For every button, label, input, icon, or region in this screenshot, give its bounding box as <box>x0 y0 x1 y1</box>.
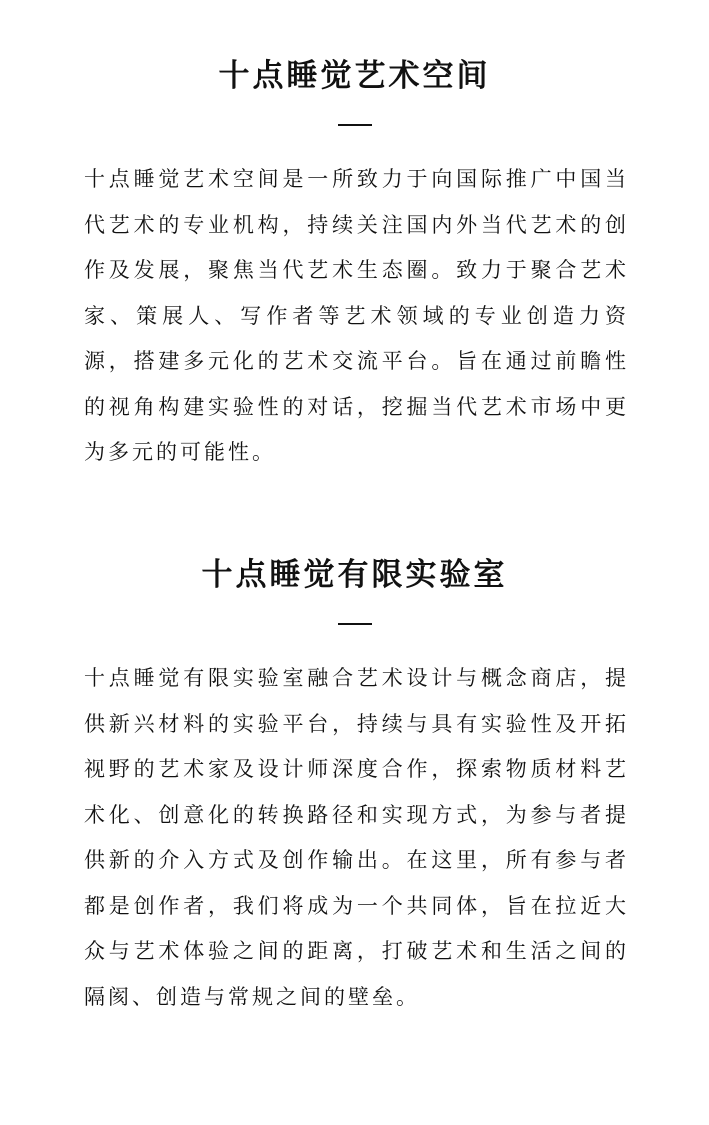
title-divider <box>338 623 372 625</box>
section-title: 十点睡觉有限实验室 <box>201 557 508 593</box>
title-divider <box>338 124 372 126</box>
section-limited-lab <box>0 555 709 1020</box>
section-body-text: 十点睡觉有限实验室融合艺术设计与概念商店，提供新兴材料的实验平台，持续与具有实验性及开拓视野的艺术家及设计师深度合作，探索物质材料艺术化、创意化的转换路径和实现方式，为参与者提供新的介入方式及创作输出。在这里，所有参与者都是创作者，我们将成为一个共同体，旨在拉近大众与艺术体验之间的距离，打破艺术和生活之间的隔阂、创造与常规之间的壁垒。 <box>84 666 629 1009</box>
section-title: 十点睡觉艺术空间 <box>218 58 491 94</box>
section-body-text: 十点睡觉艺术空间是一所致力于向国际推广中国当代艺术的专业机构，持续关注国内外当代艺术的创作及发展，聚焦当代艺术生态圈。致力于聚合艺术家、策展人、写作者等艺术领域的专业创造力资源，搭建多元化的艺术交流平台。旨在通过前瞻性的视角构建实验性的对话，挖掘当代艺术市场中更为多元的可能性。 <box>84 167 629 464</box>
section-art-space <box>0 56 709 476</box>
